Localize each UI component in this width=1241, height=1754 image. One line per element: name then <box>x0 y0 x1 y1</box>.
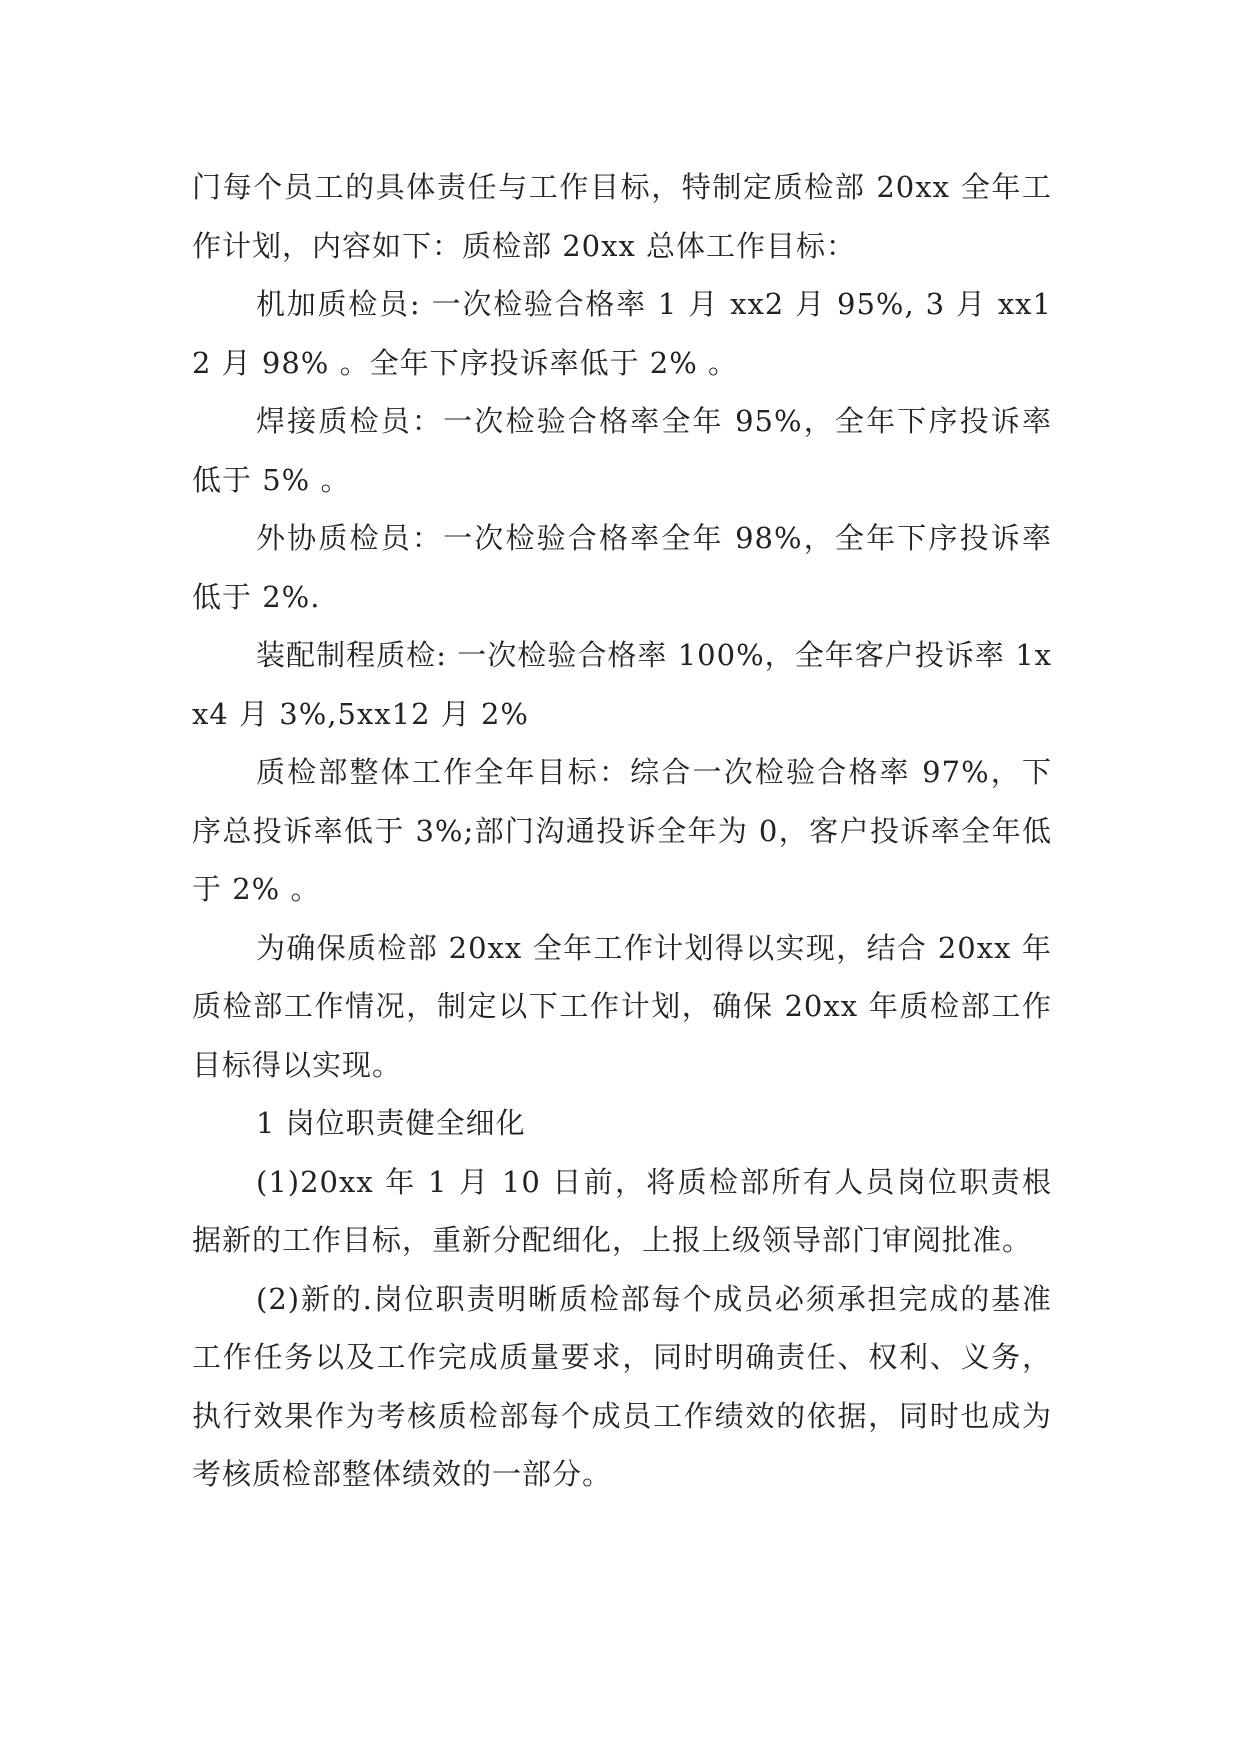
paragraph-item-2: (2)新的.岗位职责明晰质检部每个成员必须承担完成的基准工作任务以及工作完成质量要求，同时明确责任、权利、义务，执行效果作为考核质检部每个成员工作绩效的依据，同时也成为考核质检部整体绩效的一部分。 <box>192 1281 1052 1491</box>
paragraph-intro-continuation: 门每个员工的具体责任与工作目标，特制定质检部 20xx 全年工作计划，内容如下：质检部 20xx 总体工作目标： <box>192 170 1052 263</box>
paragraph-machining-inspector: 机加质检员: 一次检验合格率 1 月 xx2 月 95%, 3 月 xx12 月 98% 。全年下序投诉率低于 2% 。 <box>192 287 1052 380</box>
paragraph-assembly-inspector: 装配制程质检: 一次检验合格率 100%，全年客户投诉率 1xx4 月 3%,5xx12 月 2% <box>192 638 1052 731</box>
paragraph-welding-inspector: 焊接质检员：一次检验合格率全年 95%，全年下序投诉率低于 5% 。 <box>192 404 1052 497</box>
paragraph-outsourcing-inspector: 外协质检员：一次检验合格率全年 98%，全年下序投诉率低于 2%. <box>192 521 1052 614</box>
paragraph-department-goal: 质检部整体工作全年目标：综合一次检验合格率 97%，下序总投诉率低于 3%;部门沟通投诉全年为 0，客户投诉率全年低于 2% 。 <box>192 755 1052 906</box>
paragraph-item-1: (1)20xx 年 1 月 10 日前，将质检部所有人员岗位职责根据新的工作目标，重新分配细化，上报上级领导部门审阅批准。 <box>192 1164 1052 1257</box>
section-heading: 1 岗位职责健全细化 <box>256 1106 526 1140</box>
document-body <box>192 158 1052 1504</box>
paragraph-plan-intro: 为确保质检部 20xx 全年工作计划得以实现，结合 20xx 年质检部工作情况，制定以下工作计划，确保 20xx 年质检部工作目标得以实现。 <box>192 930 1052 1082</box>
